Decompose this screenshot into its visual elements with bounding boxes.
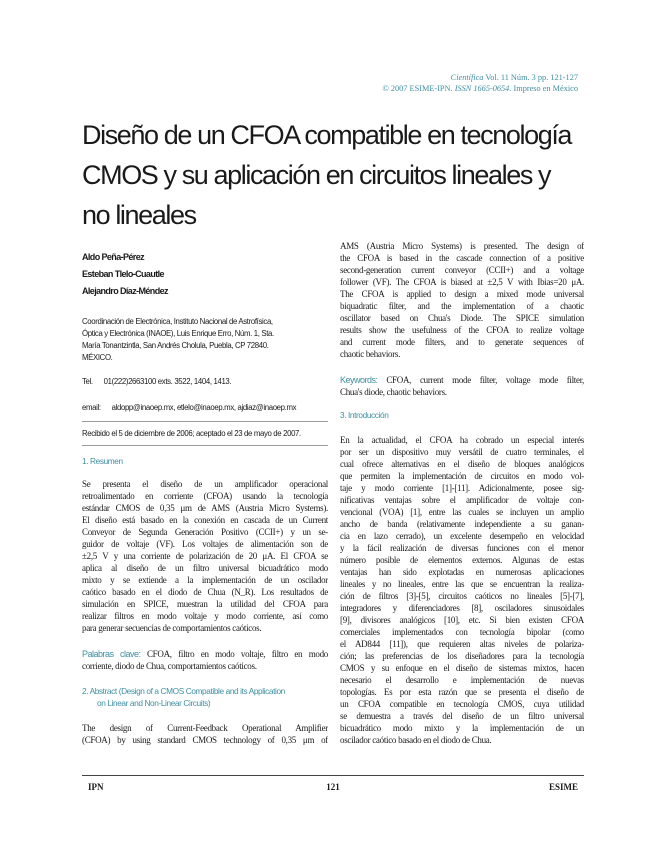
- intro-line: oscilador caótico basado en el diodo de Chua.: [340, 735, 492, 745]
- intro-line: vencional (VOA) [1], entre las cuales se incluyen un amplio: [340, 507, 584, 517]
- intro-line: necesario el desarrollo e implementación de nuevas: [340, 675, 584, 685]
- volume-info: Vol. 11 Núm. 3 pp. 121-127: [485, 73, 578, 82]
- keywords-text: CFOA, current mode filter, voltage mode filter,: [386, 375, 584, 385]
- copyright: © 2007 ESIME-IPN.: [382, 84, 453, 93]
- tel-label: Tel.: [82, 377, 93, 386]
- resumen-line: retroalimentado en corriente (CFOA) usando la tecnología: [82, 491, 328, 501]
- divider: [82, 445, 328, 446]
- intro-line: y la fácil realización de diversas funciones con el menor: [340, 543, 584, 553]
- intro-line: cia en lazo cerrado), un excelente desempeño en velocidad: [340, 531, 584, 541]
- keywords-line: Chua's diode, chaotic behaviors.: [340, 387, 447, 397]
- email-value: aldopp@inaoep.mx, etlelo@inaoep.mx, ajdiaz@inaoep.mx: [111, 403, 297, 412]
- footer-right: ESIME: [548, 782, 578, 792]
- intro-line: bicuadrático modo mixto y la implementación de un: [340, 723, 584, 733]
- abstract-line: follower (VF). The CFOA is biased at ±2,5 V with Ibias=20 μA.: [340, 277, 584, 287]
- section-heading-abstract-cont: on Linear and Non-Linear Circuits): [97, 698, 211, 708]
- section-heading-abstract: 2. Abstract (Design of a CMOS Compatible and its Application: [82, 686, 285, 696]
- intro-line: cual ofrece alternativas en el diseño de bloques analógicos: [340, 459, 584, 469]
- abstract-line: The CFOA is applied to design a mixed mode universal: [340, 289, 584, 299]
- intro-line: lineales y no lineales, entre las que se encuentran la realiza-: [340, 579, 584, 589]
- footer-left: IPN: [88, 782, 104, 792]
- abstract-line: The design of Current-Feedback Operational Amplifier: [82, 723, 328, 733]
- resumen-line: caótico basado en el diodo de Chua (N_R). Los resultados de: [82, 587, 328, 597]
- intro-line: taje y modo corriente [1]-[11]. Adicionalmente, posee sig-: [340, 483, 584, 493]
- intro-line: ancho de banda (relativamente independiente a su ganan-: [340, 519, 584, 529]
- issn: ISSN 1665-0654.: [454, 84, 512, 93]
- resumen-line: simulación en SPICE, muestran la utilidad del CFOA para: [82, 599, 328, 609]
- intro-line: ción de filtros [3]-[5], circuitos caóticos no lineales [5]-[7],: [340, 591, 584, 601]
- title-line: CMOS y su aplicación en circuitos lineales y: [82, 160, 551, 190]
- abstract-line: oscillator based on Chua's Diode. The SPICE simulation: [340, 313, 584, 323]
- palabras-clave-line: corriente, diodo de Chua, comportamientos caóticos.: [82, 661, 257, 671]
- journal-name: Científica: [450, 73, 484, 82]
- tel-value: 01(222)2663100 exts. 3522, 1404, 1413.: [103, 377, 232, 386]
- palabras-clave-text: CFOA, filtro en modo voltaje, filtro en modo: [146, 649, 328, 659]
- intro-line: integradores y diferenciadores [8], osciladores sinusoidales: [340, 603, 584, 613]
- divider: [82, 421, 328, 422]
- page-title: [82, 115, 582, 235]
- intro-line: ventajas han sido explotadas en numerosas aplicaciones: [340, 567, 584, 577]
- abstract-line: chaotic behaviors.: [340, 349, 401, 359]
- intro-line: número posible de elementos externos. Algunas de estas: [340, 555, 584, 565]
- title-line: Diseño de un CFOA compatible en tecnología: [82, 120, 572, 150]
- author-name: Aldo Peña-Pérez: [82, 252, 145, 262]
- resumen-line: El diseño está basado en la conexión en cascada de un Current: [82, 515, 328, 525]
- title-line: no lineales: [82, 200, 196, 230]
- resumen-line: para generar secuencias de comportamientos caóticos.: [82, 623, 262, 633]
- affiliation-line: María Tonantzintla, San Andrés Cholula, Puebla, CP 72840.: [82, 341, 269, 350]
- email-label: email:: [82, 403, 101, 412]
- intro-line: CMOS y su enfoque en el diseño de sistemas mixtos, hacen: [340, 663, 584, 673]
- resumen-line: mixto y se extiende a la implementación de un oscilador: [82, 575, 328, 585]
- author-name: Esteban Tlelo-Cuautle: [82, 269, 164, 279]
- abstract-line: and current mode filters, and to generate sequences of: [340, 337, 584, 347]
- intro-line: [9], divisores analógicos [10], etc. Si bien existen CFOA: [340, 615, 584, 625]
- keywords: [340, 374, 584, 386]
- resumen-line: Se presenta el diseño de un amplificador operacional: [82, 479, 328, 489]
- keywords-label: Keywords:: [340, 375, 378, 385]
- resumen-line: estándar CMOS de 0,35 μm de AMS (Austria Micro Systems).: [82, 503, 328, 513]
- abstract-line: biquadratic filter, and the implementation of a chaotic: [340, 301, 584, 311]
- abstract-line: the CFOA is based in the cascade connection of a positive: [340, 253, 584, 263]
- intro-line: el AD844 [11]), que requieren altas niveles de polariza-: [340, 639, 584, 649]
- intro-line: topologías. Es por esta razón que se presenta el diseño de: [340, 687, 584, 697]
- abstract-line: AMS (Austria Micro Systems) is presented. The design of: [340, 241, 584, 251]
- resumen-line: guidor de voltaje (VF). Los voltajes de alimentación son de: [82, 539, 328, 549]
- author-name: Alejandro Díaz-Méndez: [82, 286, 168, 296]
- intro-line: nificativas ventajas sobre el amplificador de voltaje con-: [340, 495, 584, 505]
- resumen-line: Conveyor de Segunda Generación Positivo (CCII+) y un se-: [82, 527, 328, 537]
- intro-line: comerciales implementados con tecnología bipolar (como: [340, 627, 584, 637]
- resumen-line: ±2,5 V y una corriente de polarización de 20 μA. El CFOA se: [82, 551, 328, 561]
- page-number: 121: [326, 782, 340, 792]
- intro-line: un CFOA compatible en tecnología CMOS, cuya utilidad: [340, 699, 584, 709]
- email: [82, 402, 328, 414]
- abstract-line: (CFOA) by using standard CMOS technology of 0,35 μm of: [82, 735, 328, 745]
- copyright-line: [382, 83, 578, 94]
- abstract-line: second-generation current conveyor (CCII+) and a voltage: [340, 265, 584, 275]
- journal-header: [451, 72, 578, 83]
- abstract-line: results show the usefulness of the CFOA to realize voltage: [340, 325, 584, 335]
- footer-rule: [82, 775, 584, 776]
- intro-line: ción; las preferencias de los diseñadores para la tecnología: [340, 651, 584, 661]
- received-dates: Recibido el 5 de diciembre de 2006; aceptado el 23 de mayo de 2007.: [82, 429, 301, 438]
- intro-line: por ser un dispositivo muy versátil de cuatro terminales, el: [340, 447, 584, 457]
- affiliation-line: Coordinación de Electrónica, Instituto Nacional de Astrofísica,: [82, 317, 273, 326]
- resumen-line: realizar filtros en modo voltaje y modo corriente, así como: [82, 611, 328, 621]
- affiliation-line: MÉXICO.: [82, 353, 113, 362]
- intro-line: se demuestra a través del diseño de un filtro universal: [340, 711, 584, 721]
- printed-in: Impreso en México: [513, 84, 578, 93]
- palabras-clave-label: Palabras clave:: [82, 649, 141, 659]
- affiliation-line: Óptica y Electrónica (INAOE), Luis Enrique Erro, Núm. 1, Sta.: [82, 329, 274, 338]
- intro-line: En la actualidad, el CFOA ha cobrado un especial interés: [340, 435, 584, 445]
- intro-line: que permiten la implementación de circuitos en modo vol-: [340, 471, 584, 481]
- section-heading-introduccion: 3. Introducción: [340, 410, 389, 420]
- palabras-clave: [82, 648, 328, 660]
- telephone: [82, 376, 328, 388]
- resumen-line: aplica al diseño de un filtro universal bicuadrático modo: [82, 563, 328, 573]
- section-heading-resumen: 1. Resumen: [82, 456, 123, 466]
